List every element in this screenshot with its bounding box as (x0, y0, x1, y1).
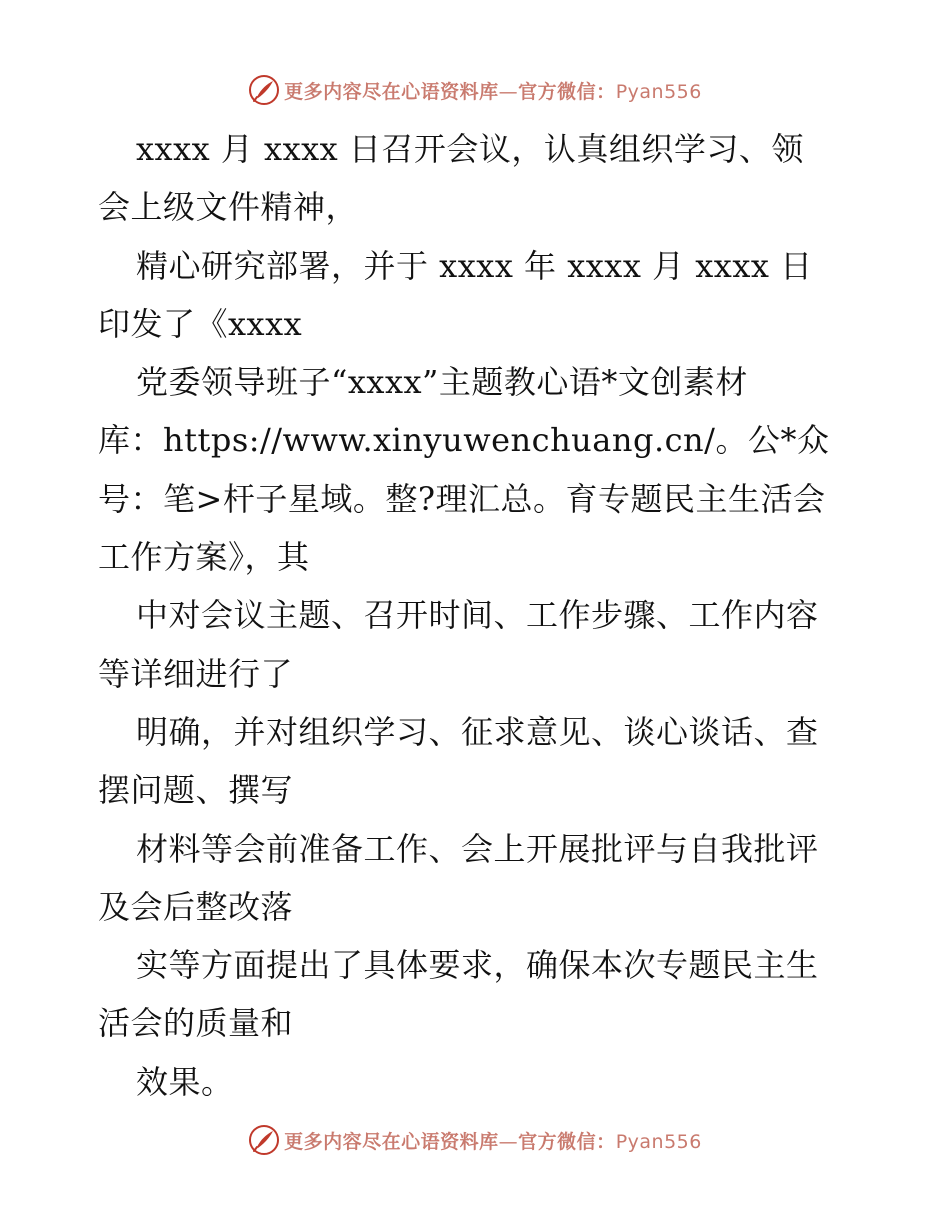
body-line-13: 材料等会前准备工作、会上开展批评与自我批评 (136, 829, 819, 868)
header-separator: — (498, 80, 519, 103)
body-line-4: 印发了《xxxx (98, 304, 303, 343)
body-line-12: 摆问题、撰写 (98, 771, 294, 810)
footer-watermark-text (284, 1127, 702, 1154)
body-line-16: 活会的质量和 (98, 1004, 294, 1043)
header-watermark (0, 70, 950, 110)
footer-brand: 更多内容尽在心语资料库 (284, 1130, 499, 1153)
body-line-14: 及会后整改落 (98, 887, 294, 926)
footer-watermark (0, 1120, 950, 1160)
quill-pen-icon (248, 74, 280, 106)
body-line-3: 精心研究部署，并于 xxxx 年 xxxx 月 xxxx 日 (136, 246, 813, 285)
body-line-5: 党委领导班子“xxxx”主题教心语*文创素材 (136, 363, 748, 402)
header-contact: 官方微信： (518, 80, 616, 103)
body-line-1: xxxx 月 xxxx 日召开会议，认真组织学习、领 (136, 130, 804, 168)
header-watermark-text (284, 77, 702, 104)
footer-contact: 官方微信： (518, 1130, 616, 1153)
body-line-11: 明确，并对组织学习、征求意见、谈心谈话、查 (136, 712, 819, 751)
document-body (98, 120, 858, 1111)
body-line-6: 库：https://www.xinyuwenchuang.cn/。公*众 (98, 421, 830, 460)
body-line-17: 效果。 (136, 1062, 234, 1101)
body-line-2: 会上级文件精神， (98, 188, 359, 227)
footer-separator: — (498, 1130, 519, 1153)
quill-pen-icon (248, 1124, 280, 1156)
body-line-7: 号：笔>杆子星域。整?理汇总。育专题民主生活会 (98, 479, 826, 518)
header-contact-id: Pyan556 (615, 80, 702, 103)
body-line-9: 中对会议主题、召开时间、工作步骤、工作内容 (136, 596, 819, 635)
header-brand: 更多内容尽在心语资料库 (284, 80, 499, 103)
body-line-8: 工作方案》，其 (98, 538, 310, 577)
body-line-10: 等详细进行了 (98, 654, 294, 693)
footer-contact-id: Pyan556 (615, 1130, 702, 1153)
body-line-15: 实等方面提出了具体要求，确保本次专题民主生 (136, 946, 819, 985)
